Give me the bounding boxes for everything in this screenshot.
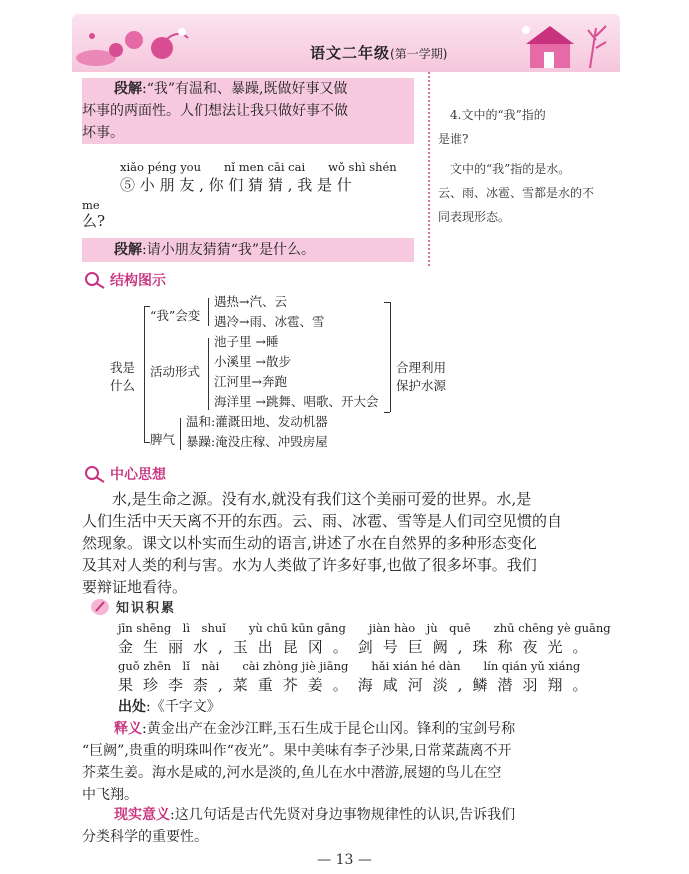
answer-line: 同表现形态。 — [438, 210, 511, 224]
flower-decoration-icon — [72, 18, 212, 70]
pen-icon — [90, 598, 110, 616]
diagram-branch-activity: 活动形式 — [150, 364, 201, 379]
magnifier-icon — [84, 465, 106, 483]
real-meaning-text — [82, 804, 612, 826]
text-line: 水,是生命之源。没有水,就没有我们这个美丽可爱的世界。水,是 — [112, 490, 532, 508]
paragraph-explanation-2: 段解:请小朋友猜猜“我”是什么。 — [114, 242, 316, 258]
diagram-branch-temper: 脾气 — [150, 432, 176, 447]
diagram-leaf: 小溪里 →散步 — [214, 354, 291, 369]
answer-line: 云、雨、冰雹、雪都是水的不 — [438, 186, 595, 200]
question-line: 是谁? — [438, 132, 469, 146]
central-idea-heading: 中心思想 — [84, 464, 166, 484]
diagram-leaf: 温和:灌溉田地、发动机器 — [186, 414, 328, 429]
structure-heading: 结构图示 — [84, 270, 166, 290]
sentence-5: ⑤ 小 朋 友 , 你 们 猜 猜 , 我 是 什 — [120, 176, 352, 194]
page-header — [72, 14, 620, 72]
text-line: 然现象。课文以朴实而生动的语言,讲述了水在自然界的多种形态变化 — [82, 534, 537, 552]
structure-diagram — [100, 292, 480, 457]
text-line: 要辩证地看待。 — [82, 578, 188, 596]
diagram-conclusion: 保护水源 — [396, 378, 447, 393]
diagram-root: 什么 — [110, 378, 136, 393]
magnifier-icon — [84, 271, 106, 289]
diagram-leaf: 暴躁:淹没庄稼、冲毁房屋 — [186, 434, 328, 449]
paragraph-line: 坏事。 — [82, 125, 124, 141]
paragraph-explanation-1: 段解:“我”有温和、暴躁,既做好事又做 — [114, 81, 348, 97]
text-line: 现实意义:这几句话是古代先贤对身边事物规律性的认识,告诉我们 — [114, 807, 516, 823]
diagram-leaf: 遇热→汽、云 — [214, 294, 287, 309]
verse-line: 金生丽水,玉出昆冈。剑号巨阙,珠称夜光。 — [118, 638, 598, 656]
paragraph-line: 坏事的两面性。人们想法让我只做好事不做 — [82, 103, 348, 119]
diagram-root: 我是 — [110, 360, 136, 375]
answer-line: 文中的“我”指的是水。 — [450, 162, 571, 176]
diagram-leaf: 江河里→奔跑 — [214, 374, 287, 389]
text-line: “巨阙”,贵重的明珠叫作“夜光”。果中美味有李子沙果,日常菜蔬离不开 — [82, 743, 512, 759]
house-decoration-icon — [510, 18, 620, 70]
text-line: 中飞翔。 — [82, 787, 138, 803]
pinyin-line: jīn shēng lì shuǐ yù chū kūn gāng jiàn hào jù quē zhū chēng yè guāng — [118, 621, 611, 635]
pinyin-line: xiǎo péng you nǐ men cāi cai wǒ shì shén — [120, 160, 397, 174]
knowledge-heading: 知识积累 — [90, 597, 176, 616]
diagram-leaf: 池子里 →睡 — [214, 334, 279, 349]
pinyin-line: guǒ zhēn lǐ nài cài zhòng jiè jiāng hǎi xián hé dàn lín qián yǔ xiáng — [118, 659, 581, 673]
pinyin-me: me — [82, 198, 100, 212]
text-line: 芥菜生姜。海水是咸的,河水是淡的,鱼儿在水中潜游,展翅的鸟儿在空 — [82, 765, 502, 781]
text-line: 及其对人类的利与害。水为人类做了许多好事,也做了很多坏事。我们 — [82, 556, 537, 574]
page-title: 语文二年级(第一学期) — [310, 44, 448, 62]
text-line: 释义:黄金出产在金沙江畔,玉石生成于昆仑山冈。锋利的宝剑号称 — [114, 721, 516, 737]
diagram-leaf: 海洋里 →跳舞、唱歌、开大会 — [214, 394, 379, 409]
question-line: 4.文中的“我”指的 — [450, 108, 546, 122]
text-excerpt-box — [82, 72, 414, 266]
source-line: 出处:《千字文》 — [118, 699, 221, 715]
diagram-leaf: 遇冷→雨、冰雹、雪 — [214, 314, 325, 329]
diagram-branch-change: “我”会变 — [150, 308, 201, 323]
text-line: 分类科学的重要性。 — [82, 829, 208, 845]
page-number: — 13 — — [317, 852, 372, 868]
sentence-end: 么? — [82, 212, 106, 230]
central-idea-text — [82, 488, 612, 598]
text-line: 人们生活中天天离不开的东西。云、雨、冰雹、雪等是人们司空见惯的自 — [82, 512, 563, 530]
diagram-conclusion: 合理利用 — [396, 360, 447, 375]
meaning-text — [82, 718, 612, 806]
verse-line: 果珍李柰,菜重芥姜。海咸河淡,鳞潜羽翔。 — [118, 676, 598, 694]
question-note-box — [428, 72, 620, 266]
